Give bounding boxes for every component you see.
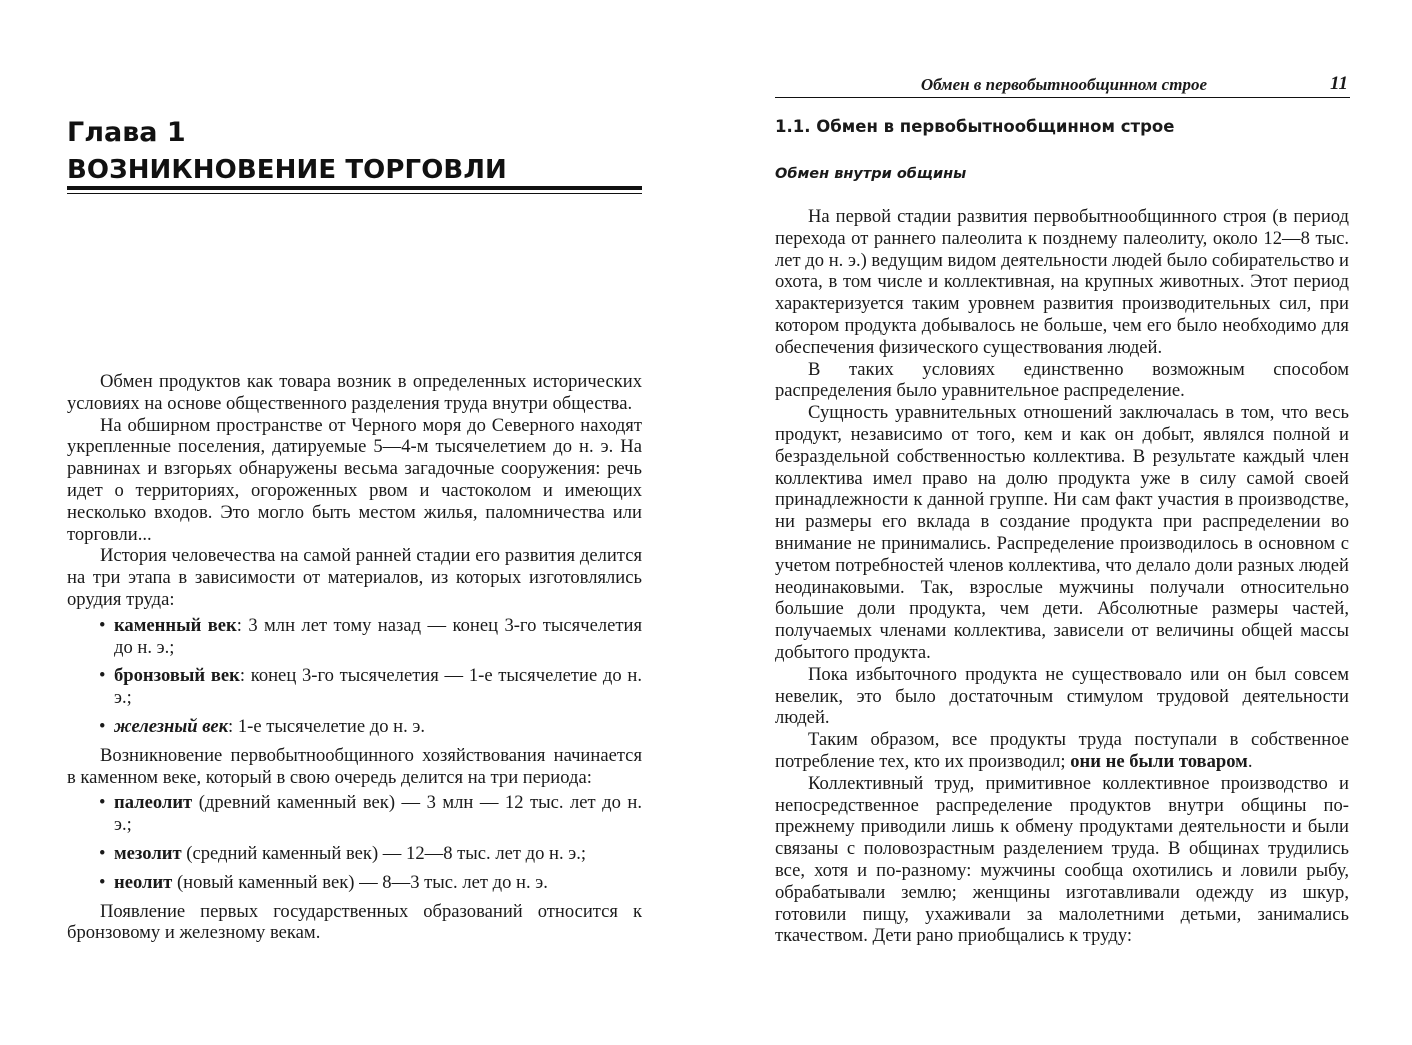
item-text: : 3 млн лет тому назад — конец 3-го тысячелетия до н. э.; — [114, 614, 642, 658]
periods-list — [67, 792, 642, 893]
paragraph: На обширном пространстве от Черного моря до Северного находят укрепленные поселения, датируемые 5—4-м тысячелетием до н. э. На равнинах и взгорьях обнаружены весьма загадочные сооружения: речь идет о территориях, огороженных рвом и частоколом и имеющих несколько входов. Это могло быть местом жилья, паломничества или торговли... — [67, 414, 642, 545]
list-item — [67, 792, 642, 836]
paragraph — [775, 729, 1349, 773]
sub-heading: Обмен внутри общины — [775, 166, 967, 182]
item-text: : конец 3-го тысячелетия — 1-е тысячелетие до н. э.; — [114, 665, 642, 709]
chapter-title: ВОЗНИКНОВЕНИЕ ТОРГОВЛИ — [67, 155, 507, 185]
paragraph: История человечества на самой ранней стадии его развития делится на три этапа в зависимости от материалов, из которых изготовлялись орудия труда: — [67, 545, 642, 610]
chapter-number: Глава 1 — [67, 117, 186, 148]
chapter-header — [67, 116, 642, 187]
list-item — [67, 872, 642, 894]
item-text: (древний каменный век) — 3 млн — 12 тыс. лет до н. э.; — [114, 792, 642, 836]
paragraph: На первой стадии развития первобытнообщинного строя (в период перехода от раннего палеолита к позднему палеолиту, около 12—8 тыс. лет до н. э.) ведущим видом деятельности людей было собирательство и охота, в том числе и коллективная, на крупных животных. Этот период характеризуется таким уровнем развития производительных сил, при котором продукта добывалось не больше, чем его было необходимо для обеспечения физического существования людей. — [775, 206, 1349, 358]
paragraph-text: Таким образом, все продукты труда поступали в собственное потребление тех, кто их производил; — [775, 729, 1349, 772]
paragraph: Коллективный труд, примитивное коллективное производство и непосредственное распределение продуктов внутри общины по-прежнему приводили лишь к обмену продуктами деятельности и были связаны с половозрастным разделением труда. В общинах трудились все, хотя и по-разному: мужчины сообща охотились и ловили рыбу, обрабатывали землю; женщины изготавливали одежду из шкур, готовили пищу, ухаживали за малолетними детьми, занимались ткачеством. Дети рано приобщались к труду: — [775, 772, 1349, 947]
term-bold: палеолит — [114, 792, 193, 814]
term-bold: каменный век — [114, 614, 237, 636]
paragraph: Возникновение первобытнообщинного хозяйствования начинается в каменном веке, который в свою очередь делится на три периода: — [67, 744, 642, 788]
section-heading: 1.1. Обмен в первобытнообщинном строе — [775, 117, 1175, 136]
paragraph: Пока избыточного продукта не существовало или он был совсем невелик, это было достаточным стимулом трудовой деятельности людей. — [775, 663, 1349, 729]
bullet-icon: • — [99, 614, 106, 636]
list-item — [67, 615, 642, 659]
list-item — [67, 665, 642, 709]
running-title: Обмен в первобытнообщинном строе — [920, 75, 1207, 94]
term-bold-italic: железный век — [114, 715, 229, 737]
ages-list — [67, 615, 642, 738]
list-item — [67, 716, 642, 738]
emphasis-bold: они не были товаром — [1070, 750, 1248, 772]
bullet-icon: • — [99, 792, 106, 814]
left-page-body — [67, 371, 642, 944]
list-item — [67, 843, 642, 865]
bullet-icon: • — [99, 871, 106, 893]
paragraph: Появление первых государственных образований относится к бронзовому и железному векам. — [67, 900, 642, 944]
item-text: (средний каменный век) — 12—8 тыс. лет до н. э.; — [181, 842, 587, 864]
bullet-icon: • — [99, 665, 106, 687]
paragraph: Обмен продуктов как товара возник в определенных исторических условиях на основе общественного разделения труда внутри общества. — [67, 371, 642, 414]
running-header — [775, 75, 1350, 97]
page-number: 11 — [1330, 73, 1348, 94]
chapter-rule-thin — [67, 193, 642, 194]
paragraph: Сущность уравнительных отношений заключалась в том, что весь продукт, независимо от того, кем и как он добыт, являлся полной и безраздельной собственностью коллектива. В результате каждый член коллектива имел право на долю продукта уже в силу самой своей принадлежности к данной группе. Ни сам факт участия в производстве, ни размеры его вклада в создание продукта при распределении во внимание не принимались. Распределение производилось в основном с учетом потребностей членов коллектива, что делало доли разных людей неодинаковыми. Так, взрослые мужчины получали относительно большие доли продукта, чем дети. Абсолютные размеры частей, получаемых членами коллектива, зависели от величины общей массы добытого продукта. — [775, 402, 1349, 663]
bullet-icon: • — [99, 715, 106, 737]
paragraph-end: . — [1247, 750, 1253, 772]
right-page-body — [775, 206, 1349, 947]
item-text: (новый каменный век) — 8—3 тыс. лет до н. э. — [172, 871, 548, 893]
item-text: : 1-е тысячелетие до н. э. — [228, 715, 426, 737]
paragraph: В таких условиях единственно возможным способом распределения было уравнительное распределение. — [775, 358, 1349, 402]
bullet-icon: • — [99, 842, 106, 864]
chapter-rule-thick — [67, 186, 642, 190]
term-bold: мезолит — [114, 842, 182, 864]
header-rule — [775, 97, 1350, 98]
term-bold: бронзовый век — [114, 665, 240, 687]
term-bold: неолит — [114, 871, 173, 893]
